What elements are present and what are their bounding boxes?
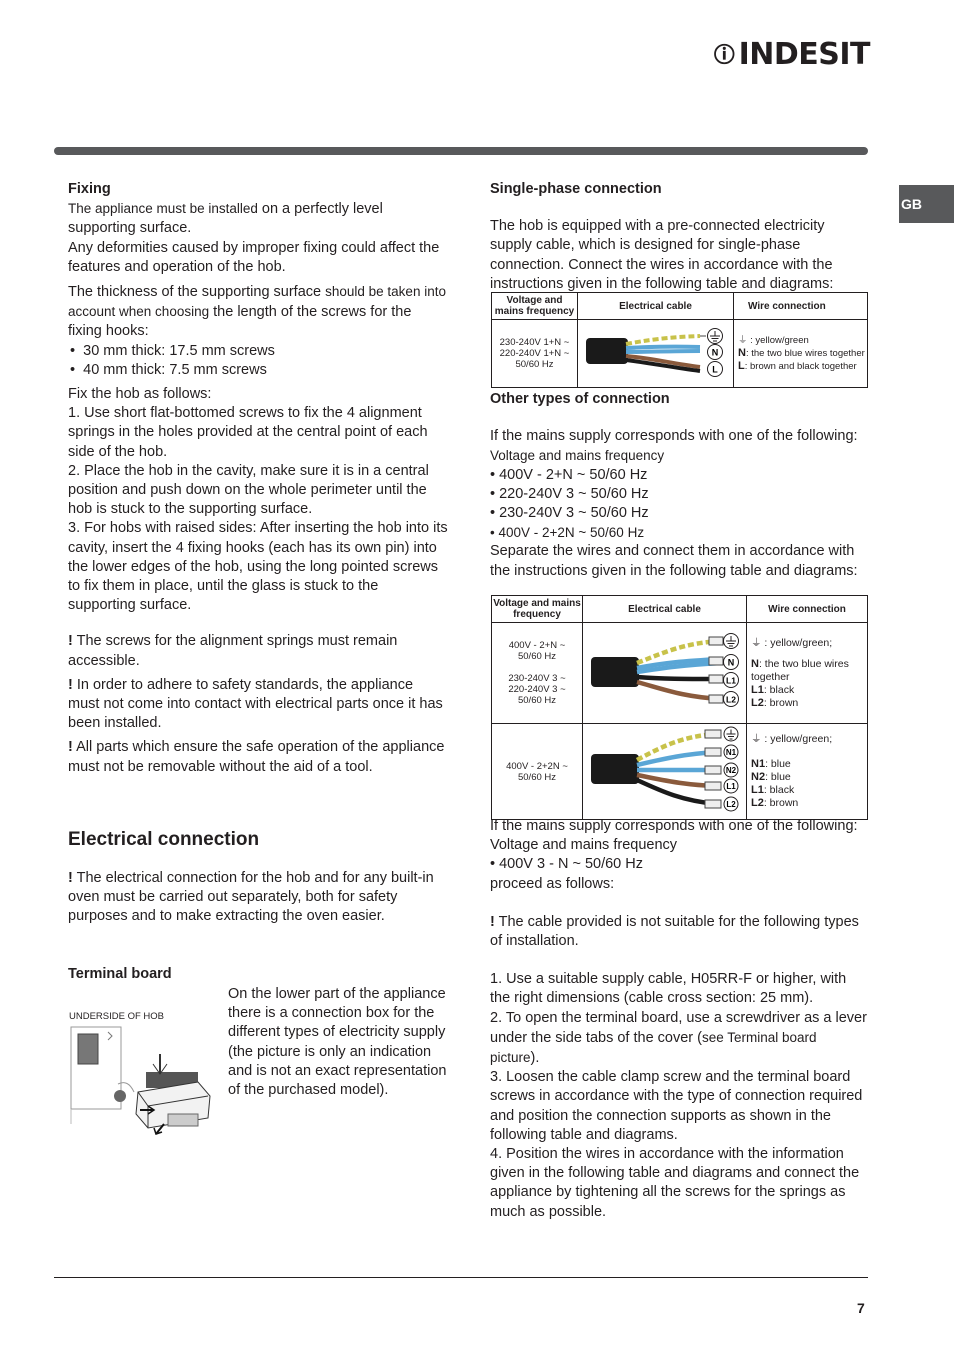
warning-note: ! The screws for the alignment springs must remain accessible. [68,633,398,669]
terminal-earth-icon [708,329,723,344]
three-step-4: 4. Position the wires in accordance with the information given in the following table and diagrams and connect the appliance by tightening all the screws for the springs as much as possible. [490,1146,860,1220]
terminal-label: L1 [726,782,736,791]
footer-rule [54,1277,868,1278]
single-phase-section [490,180,868,294]
terminal-label: N [711,347,719,358]
single-phase-table [491,292,868,388]
three-step-3: 3. Loosen the cable clamp screw and the terminal board screws in accordance with the type of connection required and position the connection supports as shown in the following table and diagrams. [490,1069,863,1143]
three-intro: If the mains supply corresponds with one of the following: [490,818,858,834]
fixing-step-1: 1. Use short flat-bottomed screws to fix the 4 alignment springs in the holes provided at the central point of each side of the hob. [68,405,428,460]
list-item: • 40 mm thick: 7.5 mm screws [70,361,267,378]
terminal-board-title: Terminal board [68,966,172,982]
electrical-warning: ! The electrical connection for the hob and for any built-in oven must be carried out separately, both for safety purposes and to make extracting the oven easier. [68,870,434,925]
fixing-text-2: Any deformities caused by improper fixing could affect the features and operation of the hob. [68,239,440,275]
cable-diagram-cell [583,724,747,820]
earth-icon: ⏚ [738,335,748,346]
terminal-label: L2 [726,694,736,705]
fixing-text-3b: should be taken into account when choosing [68,284,446,320]
other-after: Separate the wires and connect them in accordance with the instructions given in the following table and diagrams: [490,543,858,579]
list-item: • 230-240V 3 ~ 50/60 Hz [490,505,649,522]
other-connection-title: Other types of connection [490,391,670,407]
wire-connection-cell: ⏚ : yellow/green; N: the two blue wires together L1: black L2: brown [747,623,868,724]
proceed-text: proceed as follows: [490,875,615,892]
terminal-earth-icon [724,727,738,741]
table-header: Voltage and mains frequency [492,596,583,623]
fixing-text-1a: The appliance must be installed [68,201,258,217]
table-header: Wire connection [747,596,868,623]
cable-diagram-cell [583,623,747,724]
other-intro: If the mains supply corresponds with one of the following: [490,428,858,445]
fixing-section [68,180,448,777]
list-item: • 400V 3 - N ~ 50/60 Hz [490,856,643,873]
terminal-board-illustration [68,1024,218,1136]
fixing-title: Fixing [68,181,111,197]
other-connection-section [490,390,868,581]
fixing-step-3: 3. For hobs with raised sides: After inserting the hob into its cavity, insert the 4 fixing hooks (each has its own pin) into the lower edges of the hob, using the long pointed screws to fix them in place, until the glass is stuck to the supporting surface. [68,520,448,614]
fixing-text-3c: the length of the screws for the fixing hooks: [68,304,412,340]
voltage-cell: 400V - 2+N ~ 50/60 Hz 230-240V 3 ~ 220-240V 3 ~ 50/60 Hz [492,623,583,724]
brand-name: INDESIT [738,36,870,72]
terminal-label: N1 [725,748,737,757]
brand-logo [714,32,870,76]
header-rule [54,147,868,155]
fixing-step-2: 2. Place the hob in the cavity, make sure it is in a central position and push down on the whole perimeter until the hob is stuck to the supporting surface. [68,462,429,518]
voltage-label: Voltage and mains frequency [490,837,678,854]
three-wire-cable-diagram [583,623,746,718]
warning-note: ! In order to adhere to safety standards, the appliance must not come into contact with electrical parts once it has been installed. [68,676,443,732]
fixing-text-1b: on a perfectly level supporting surface. [68,201,383,237]
four-wire-cable-diagram [583,724,746,814]
warning-note: ! The cable provided is not suitable for the following types of installation. [490,913,859,950]
terminal-label: N [727,657,735,668]
table-header: Voltage and mains frequency [492,293,578,320]
three-phase-section [490,817,868,1222]
earth-icon: ⏚ [751,636,762,649]
wire-connection-cell: ⏚ : yellow/green N: the two blue wires together L: brown and black together [734,320,868,388]
wire-connection-cell: ⏚ : yellow/green; N1: blue N2: blue L1: black L2: brown [747,724,868,820]
page-number: 7 [857,1300,865,1316]
table-header: Wire connection [734,293,868,320]
electrical-connection-title: Electrical connection [68,829,260,850]
terminal-label: L2 [726,800,736,809]
terminal-earth-icon [724,634,739,649]
list-item: • 220-240V 3 ~ 50/60 Hz [490,485,649,502]
table-header: Electrical cable [583,596,747,623]
three-step-1: 1. Use a suitable supply cable, H05RR-F or higher, with the right dimensions (cable cross section: 25 mm). [490,971,847,1007]
single-phase-text: The hob is equipped with a pre-connected electricity supply cable, which is designed for single-phase connection. Connect the wires in accordance with the instructions given in the following table and diagrams: [490,218,834,292]
terminal-label: N2 [725,766,737,775]
warning-note: ! All parts which ensure the safe operation of the appliance must not be removable without the aid of a tool. [68,739,445,775]
fixing-intro: Fix the hob as follows: [68,386,212,403]
terminal-label: L1 [726,675,736,686]
voltage-label: Voltage and mains frequency [490,448,665,464]
cable-diagram-cell [578,320,734,388]
fixing-text-3a: The thickness of the supporting surface [68,284,326,301]
three-step-2: 2. To open the terminal board, use a screwdriver as a lever under the side tabs of the cover (see Terminal board picture). [490,1009,867,1067]
list-item: • 400V - 2+2N ~ 50/60 Hz [490,525,645,541]
multi-phase-table [491,595,868,820]
earth-icon: ⏚ [751,733,762,745]
single-phase-cable-diagram [578,320,733,382]
terminal-board-text: On the lower part of the appliance there is a connection box for the different types of electricity supply (the picture is only an indication and is not an exact representation of the purchased model). [228,986,447,1099]
voltage-cell: 230-240V 1+N ~ 220-240V 1+N ~ 50/60 Hz [492,320,578,388]
list-item: • 30 mm thick: 17.5 mm screws [70,342,275,359]
indesit-i-logo-icon [714,32,735,76]
voltage-cell: 400V - 2+2N ~ 50/60 Hz [492,724,583,820]
terminal-label: L [712,364,718,375]
table-header: Electrical cable [578,293,734,320]
language-tab: GB [899,185,954,223]
list-item: • 400V - 2+N ~ 50/60 Hz [490,466,648,483]
single-phase-title: Single-phase connection [490,181,662,197]
underside-caption: UNDERSIDE OF HOB [69,1011,165,1022]
